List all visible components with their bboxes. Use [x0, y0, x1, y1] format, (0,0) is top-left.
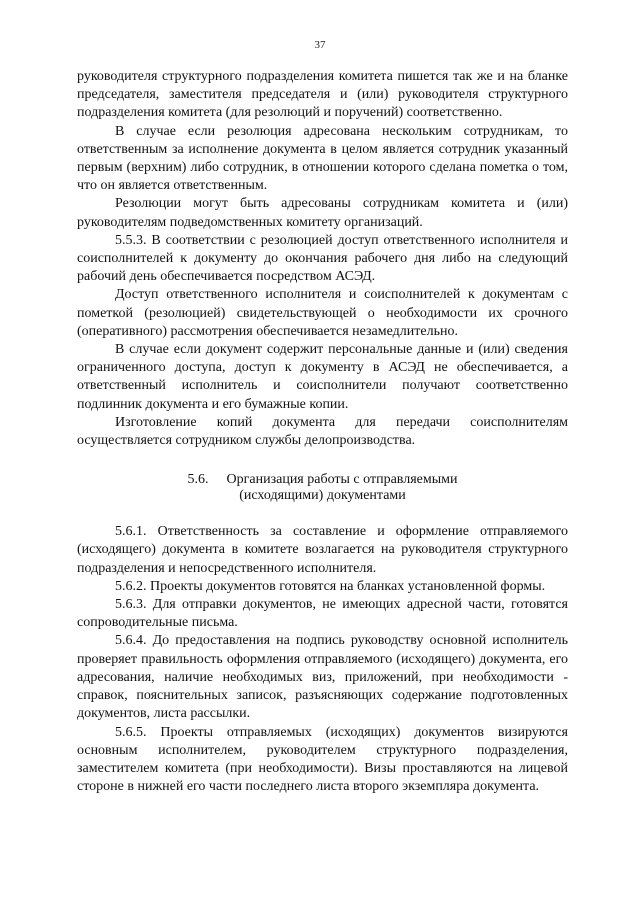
document-body: [77, 68, 568, 796]
paragraph: В случае если резолюция адресована нескольким сотрудникам, то ответственным за исполнение документа в целом является сотрудник указанный первым (верхним) либо сотрудник, в отношении которого сделана пометка о том, что он является ответственным.: [77, 123, 568, 194]
section-heading: [77, 472, 568, 503]
paragraph: 5.6.3. Для отправки документов, не имеющих адресной части, готовятся сопроводительные письма.: [77, 597, 568, 631]
paragraph: Резолюции могут быть адресованы сотрудникам комитета и (или) руководителям подведомственных комитету организаций.: [77, 196, 568, 230]
paragraph: Доступ ответственного исполнителя и соисполнителей к документам с пометкой (резолюцией) свидетельствующей о необходимости их срочного (оперативного) рассмотрения обеспечивается незамедлительно.: [77, 287, 568, 339]
section-title-line2: (исходящими) документами: [239, 487, 406, 503]
paragraph: Изготовление копий документа для передачи соисполнителям осуществляется сотрудником службы делопроизводства.: [77, 414, 568, 449]
paragraph: 5.6.4. До предоставления на подпись руководству основной исполнитель проверяет правильность оформления отправляемого (исходящего) документа, его адресования, наличие необходимых виз, приложений, при необходимости - справок, пояснительных записок, разъясняющих содержание подготовленных документов, листа рассылки.: [77, 633, 568, 722]
paragraph: 5.5.3. В соответствии с резолюцией доступ ответственного исполнителя и соисполнителей к документу до окончания рабочего дня либо на следующий рабочий день обеспечивается посредством АСЭД.: [77, 232, 568, 285]
page-number: 37: [314, 39, 326, 51]
paragraph: 5.6.1. Ответственность за составление и оформление отправляемого (исходящего) документа в комитете возлагается на руководителя структурного подразделения и непосредственного исполнителя.: [77, 524, 568, 576]
paragraph: В случае если документ содержит персональные данные и (или) сведения ограниченного доступа, доступ к документу в АСЭД не обеспечивается, а ответственный исполнитель и соисполнители получают соответственно подлинник документа и его бумажные копии.: [77, 342, 568, 412]
section-title-line1: Организация работы с отправляемыми: [226, 472, 458, 488]
section-number: 5.6.: [187, 472, 209, 488]
paragraph: 5.6.2. Проекты документов готовятся на бланках установленной формы.: [115, 578, 546, 594]
paragraph: руководителя структурного подразделения комитета пишется так же и на бланке председателя, заместителя председателя и (или) руководителя структурного подразделения комитета (для резолюций и поручений) соответственно.: [77, 69, 568, 121]
paragraph: 5.6.5. Проекты отправляемых (исходящих) документов визируются основным исполнителем, руководителем структурного подразделения, заместителем комитета (при необходимости). Визы проставляются на лицевой стороне в нижней его части последнего листа второго экземпляра документа.: [77, 724, 568, 795]
